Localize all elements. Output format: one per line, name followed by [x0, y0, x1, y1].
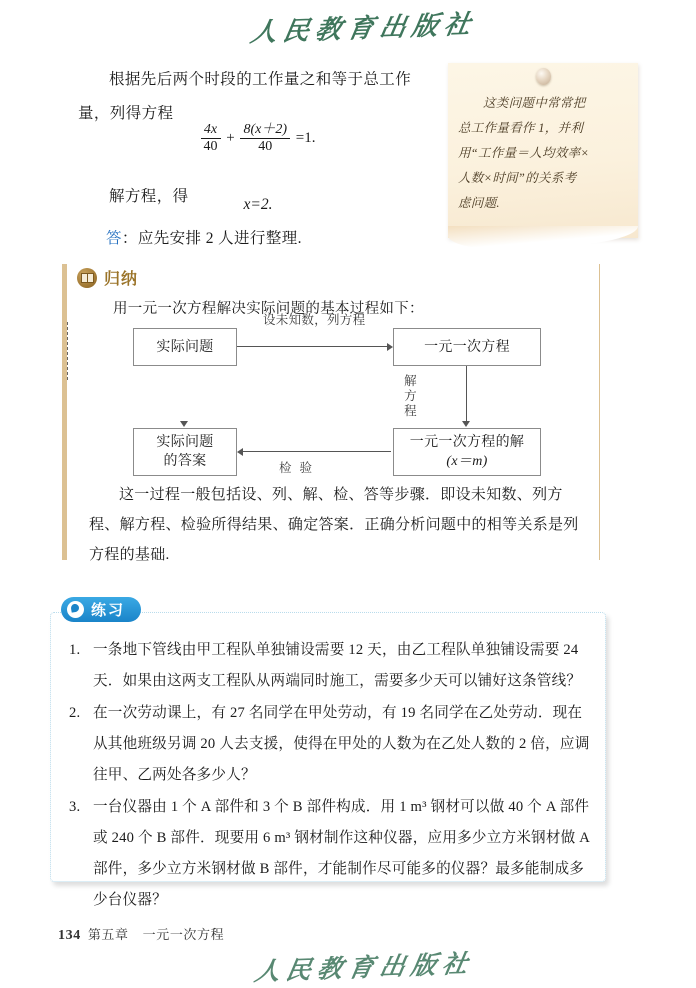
list-item — [69, 792, 591, 916]
body-paragraph — [78, 63, 438, 131]
paragraph-line-1: 根据先后两个时段的工作量之和等于总工作 — [109, 71, 412, 88]
summary-tail-line-1: 这一过程一般包括设、列、解、检、答等步骤．即设未知数、列方 — [119, 487, 563, 503]
summary-tail-line-2: 程、解方程、检验所得结果、确定答案．正确分析问题中的相等关系是列 — [89, 517, 579, 533]
answer-statement — [106, 226, 302, 248]
answer-separator: ： — [121, 230, 138, 247]
exercise-badge — [61, 597, 141, 622]
list-item — [69, 698, 591, 791]
arrow-head-dashed-icon — [180, 421, 188, 427]
page-footer — [58, 924, 224, 944]
paragraph-line-2: 量，列得方程 — [78, 105, 174, 122]
flow-dashed-connector — [67, 322, 68, 380]
sticky-note-text — [458, 91, 628, 216]
solution-display — [78, 196, 438, 214]
exercise-number: 1. — [69, 642, 81, 658]
fraction-second — [240, 122, 290, 154]
exercise-text: 一台仪器由 1 个 A 部件和 3 个 B 部件构成．用 1 m³ 钢材可以做 40 个 A 部件或 240 个 B 部件．现要用 6 m³ 钢材制作这种仪器，应用多少立方米钢材做 A 部件，多少立方米钢材做 B 部件，才能制作尽可能多的仪器？最多能制成多少台仪器？ — [93, 799, 590, 908]
exercise-number: 2. — [69, 705, 81, 721]
footer-chapter-title: 一元一次方程 — [142, 927, 225, 942]
fraction-first-numerator: 4x — [203, 122, 218, 137]
footer-chapter: 第五章 — [87, 927, 129, 942]
arrow-head-to-answer-icon — [237, 448, 243, 456]
book-icon — [77, 268, 97, 288]
sticky-line-3: 用“工作量＝人均效率× — [458, 146, 590, 160]
flowchart — [67, 313, 605, 482]
flow-label-check: 检验 — [279, 461, 321, 475]
pin-icon — [536, 68, 551, 85]
solution-value: x=2. — [243, 196, 273, 213]
flow-arrow-top — [237, 346, 389, 347]
arrow-head-to-solution-icon — [462, 421, 470, 427]
sticky-line-5: 虑问题. — [458, 196, 500, 210]
flow-box-solution — [393, 428, 541, 476]
flow-box-answer-line-2: 的答案 — [163, 454, 207, 469]
flow-box-equation: 一元一次方程 — [393, 328, 541, 366]
summary-tail-text — [89, 480, 589, 570]
flow-arrow-right — [466, 366, 467, 424]
fraction-first-denominator: 40 — [201, 138, 221, 155]
flow-box-problem: 实际问题 — [133, 328, 237, 366]
arrow-head-to-equation-icon — [387, 343, 393, 351]
equation-display — [78, 122, 438, 154]
page-number: 134 — [58, 928, 81, 943]
fraction-second-denominator: 40 — [240, 138, 290, 155]
summary-section — [62, 264, 600, 563]
summary-header — [77, 266, 138, 289]
answer-text: 应先安排 2 人进行整理. — [137, 230, 302, 247]
exercise-badge-label: 练习 — [91, 603, 126, 619]
fraction-first — [201, 122, 221, 154]
flow-box-answer-line-1: 实际问题 — [156, 435, 214, 450]
publisher-watermark-bottom: 人民教育出版社 — [252, 950, 476, 987]
summary-lead-text: 用一元一次方程解决实际问题的基本过程如下： — [113, 301, 424, 317]
publisher-watermark-top: 人民教育出版社 — [248, 9, 480, 48]
list-item — [69, 635, 591, 697]
flow-label-solve: 解方程 — [404, 374, 417, 418]
fraction-second-numerator: 8(x＋2) — [243, 122, 288, 137]
sticky-line-4: 人数×时间”的关系考 — [458, 171, 577, 185]
exercise-list — [69, 635, 591, 917]
flow-box-answer — [133, 428, 237, 476]
answer-label: 答 — [106, 230, 122, 247]
exercise-text: 在一次劳动课上，有 27 名同学在甲处劳动，有 19 名同学在乙处劳动．现在从其他班级另调 20 人去支援，使得在甲处的人数为在乙处人数的 2 倍，应调往甲、乙两处各多少人？ — [93, 705, 590, 783]
summary-title: 归纳 — [104, 271, 139, 288]
sticky-line-2: 总工作量看作 1，并利 — [458, 121, 584, 135]
sticky-note — [448, 63, 638, 238]
summary-tail-line-3: 方程的基础. — [89, 547, 170, 563]
practice-icon — [67, 601, 84, 618]
flow-arrow-bottom — [239, 451, 391, 452]
sticky-line-1: 这类问题中常常把 — [483, 96, 586, 110]
flow-label-setup: 设未知数，列方程 — [263, 313, 366, 327]
equation-right-side: =1. — [295, 129, 316, 146]
flow-box-solution-line-1: 一元一次方程的解 — [409, 435, 525, 450]
plus-operator: + — [226, 129, 235, 146]
solve-instruction-text: 解方程，得 — [109, 188, 189, 205]
exercise-section — [50, 603, 606, 908]
exercise-number: 3. — [69, 799, 81, 815]
flow-box-solution-line-2: (x＝m) — [446, 454, 488, 469]
exercise-text: 一条地下管线由甲工程队单独铺设需要 12 天，由乙工程队单独铺设需要 24 天．如果由这两支工程队从两端同时施工，需要多少天可以铺好这条管线？ — [93, 642, 582, 689]
